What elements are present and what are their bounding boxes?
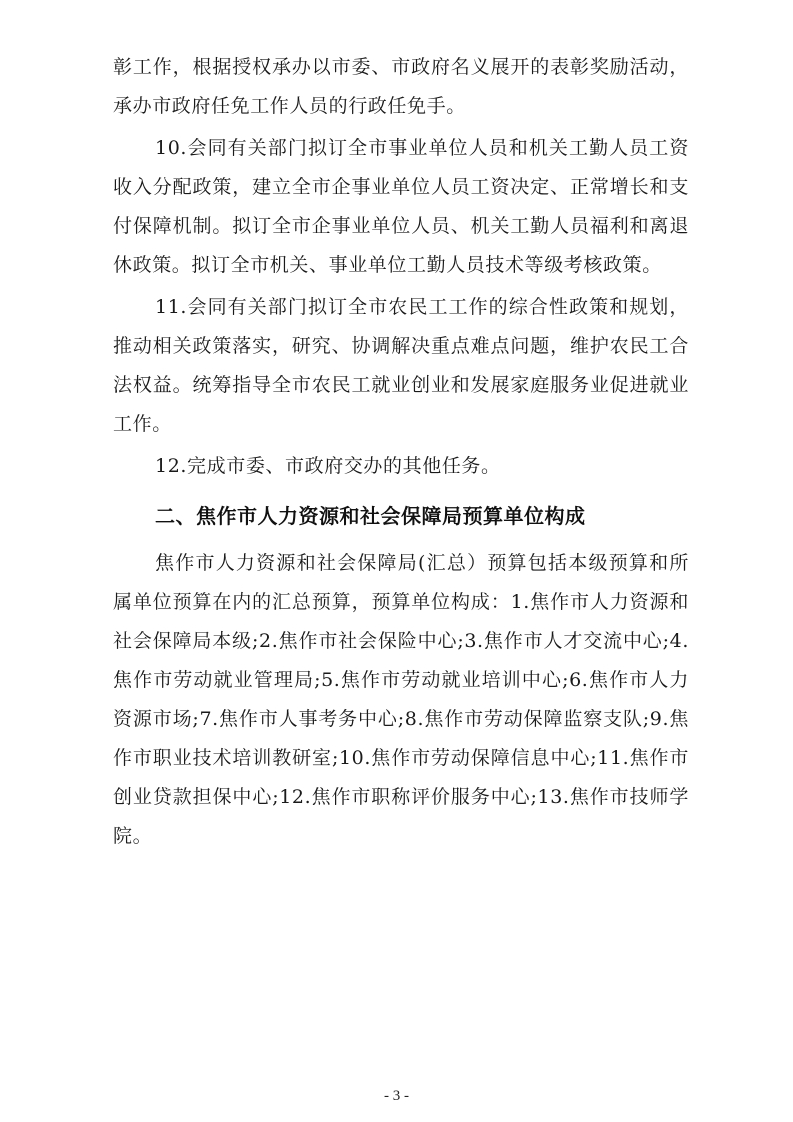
paragraph-continuation: 彰工作，根据授权承办以市委、市政府名义展开的表彰奖励活动，承办市政府任免工作人员的行政任免手。 bbox=[113, 56, 689, 117]
document-body bbox=[113, 48, 689, 856]
paragraph-item-12: 12.完成市委、市政府交办的其他任务。 bbox=[155, 455, 501, 477]
paragraph-budget-units: 焦作市人力资源和社会保障局(汇总）预算包括本级预算和所属单位预算在内的汇总预算，预算单位构成：1.焦作市人力资源和社会保障局本级;2.焦作市社会保险中心;3.焦作市人才交流中心;4.焦作市劳动就业管理局;5.焦作市劳动就业培训中心;6.焦作市人力资源市场;7.焦作市人事考务中心;8.焦作市劳动保障监察支队;9.焦作市职业技术培训教研室;10.焦作市劳动保障信息中心;11.焦作市创业贷款担保中心;12.焦作市职称评价服务中心;13.焦作市技师学院。 bbox=[113, 552, 689, 847]
paragraph-item-10: 10.会同有关部门拟订全市事业单位人员和机关工勤人员工资收入分配政策，建立全市企事业单位人员工资决定、正常增长和支付保障机制。拟订全市企事业单位人员、机关工勤人员福利和离退休政策。拟订全市机关、事业单位工勤人员技术等级考核政策。 bbox=[113, 137, 689, 276]
section-heading: 二、焦作市人力资源和社会保障局预算单位构成 bbox=[155, 504, 586, 528]
paragraph-item-11: 11.会同有关部门拟订全市农民工工作的综合性政策和规划，推动相关政策落实，研究、协调解决重点难点问题，维护农民工合法权益。统筹指导全市农民工就业创业和发展家庭服务业促进就业工作。 bbox=[113, 296, 689, 435]
page-number: - 3 - bbox=[384, 1088, 409, 1104]
